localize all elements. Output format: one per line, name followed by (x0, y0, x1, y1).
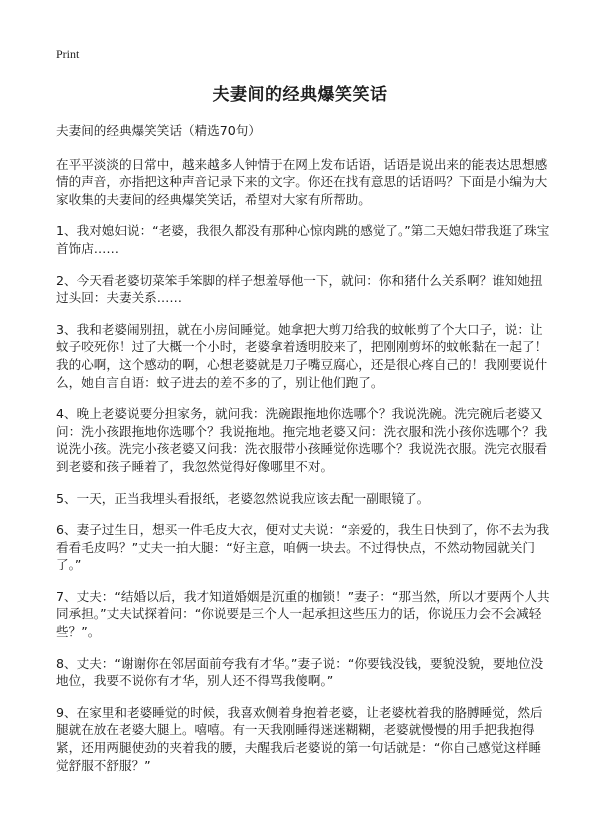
article-intro: 在平平淡淡的日常中，越来越多人钟情于在网上发布话语，话语是说出来的能表达思想感情的声音，亦指把这种声音记录下来的文字。你还在找有意思的话语吗？下面是小编为大家收集的夫妻间的经典爆笑笑话，希望对大家有所帮助。 (56, 156, 548, 207)
joke-paragraph: 9、在家里和老婆睡觉的时候，我喜欢侧着身抱着老婆，让老婆枕着我的胳膊睡觉，然后腿就在放在老婆大腿上。嘻嘻。有一天我刚睡得迷迷糊糊，老婆就慢慢的用手把我抱得紧，还用两腿使劲的夹着我的腰，夫醒我后老婆说的第一句话就是：“你自己感觉这样睡觉舒服不舒服？” (56, 704, 543, 773)
joke-paragraph: 4、晚上老婆说要分担家务，就问我：洗碗跟拖地你选哪个？我说洗碗。洗完碗后老婆又问：洗小孩跟拖地你选哪个？我说拖地。拖完地老婆又问：洗衣服和洗小孩你选哪个？我说洗小孩。洗完小孩老婆又问我：洗衣服带小孩睡觉你选哪个？我说洗衣服。洗完衣服看到老婆和孩子睡着了，我忽然觉得好像哪里不对。 (56, 406, 548, 474)
page-title: 夫妻间的经典爆笑笑话 (212, 85, 388, 105)
print-link[interactable]: Print (56, 47, 80, 61)
joke-paragraph: 3、我和老婆闹别扭，就在小房间睡觉。她拿把大剪刀给我的蚊帐剪了个大口子，说：让蚊子咬死你！过了大概一个小时，老婆拿着透明胶来了，把刚刚剪坏的蚊帐黏在一起了！我的心啊，这个感动的啊，心想老婆就是刀子嘴豆腐心，还是很心疼自己的！我刚要说什么，她自言自语：蚊子进去的差不多的了，别让他们跑了。 (56, 321, 548, 390)
joke-paragraph: 7、丈夫：“结婚以后，我才知道婚姻是沉重的枷锁！”妻子：“那当然，所以才要两个人共同承担。”丈夫试探着问：“你说要是三个人一起承担这些压力的话，你说压力会不会减轻些？”。 (56, 588, 550, 640)
joke-paragraph: 1、我对媳妇说：“老婆，我很久都没有那种心惊肉跳的感觉了。”第二天媳妇带我逛了珠宝首饰店…… (56, 223, 550, 256)
joke-paragraph: 2、今天看老婆切菜笨手笨脚的样子想羞辱他一下，就问：你和猪什么关系啊？谁知她扭过头回：夫妻关系…… (56, 272, 543, 306)
joke-paragraph: 8、丈夫：“谢谢你在邻居面前夸我有才华。”妻子说：“你要钱没钱，要貌没貌，要地位没地位，我要不说你有才华，别人还不得骂我傻啊。” (56, 655, 544, 689)
article-subtitle: 夫妻间的经典爆笑笑话（精选70句） (56, 123, 261, 138)
article-body (56, 122, 552, 788)
joke-paragraph: 6、妻子过生日，想买一件毛皮大衣，便对丈夫说：“亲爱的，我生日快到了，你不去为我看看毛皮吗？”丈夫一拍大腿：“好主意，咱俩一块去。不过得快点，不然动物园就关门了。” (56, 522, 550, 573)
joke-paragraph: 5、一天，正当我埋头看报纸，老婆忽然说我应该去配一副眼镜了。 (56, 490, 430, 506)
